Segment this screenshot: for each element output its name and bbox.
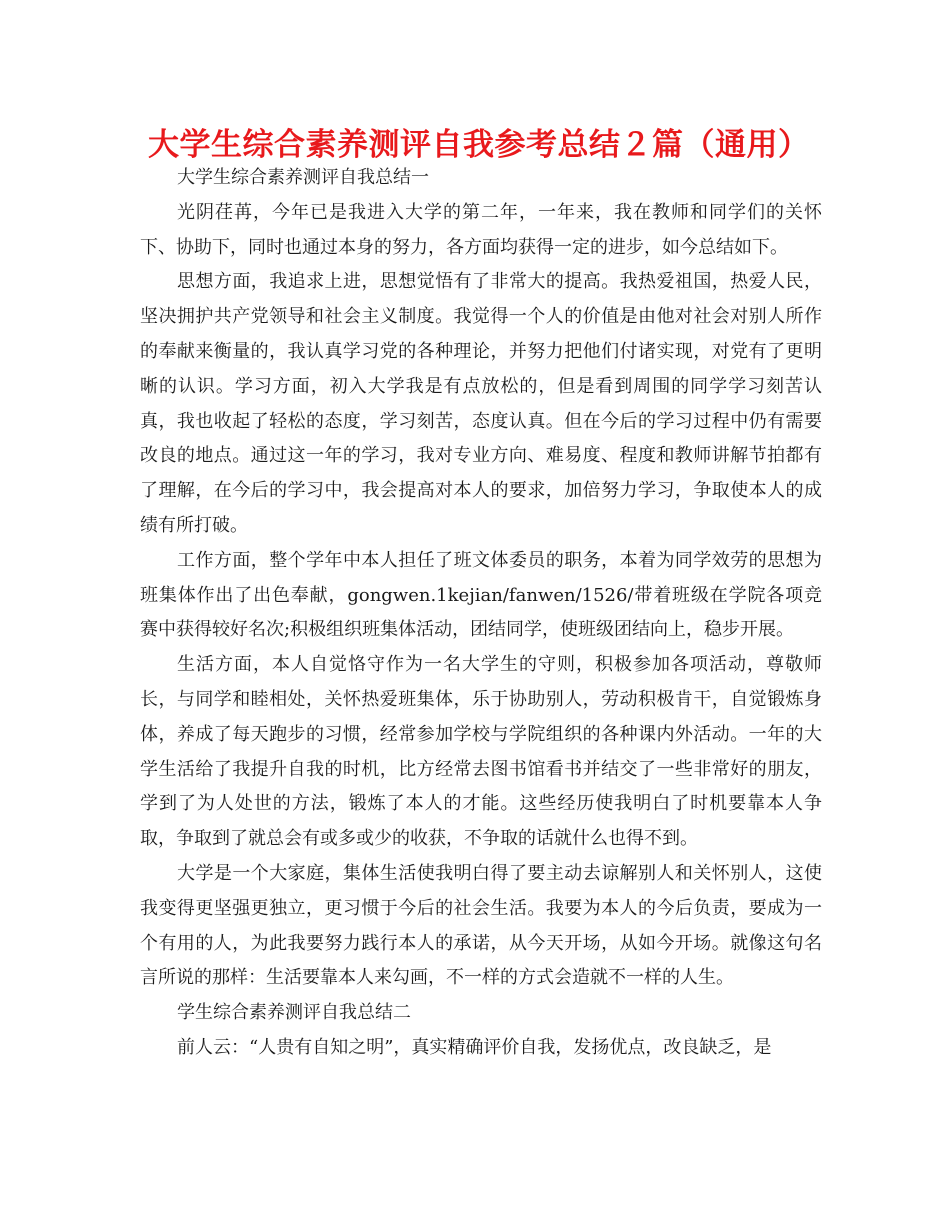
paragraph-thought-study: 思想方面，我追求上进，思想觉悟有了非常大的提高。我热爱祖国，热爱人民，坚决拥护共产党领导和社会主义制度。我觉得一个人的价值是由他对社会对别人所作的奉献来衡量的，我认真学习党的各种理论，并努力把他们付诸实现，对党有了更明晰的认识。学习方面，初入大学我是有点放松的，但是看到周围的同学学习刻苦认真，我也收起了轻松的态度，学习刻苦，态度认真。但在今后的学习过程中仍有需要改良的地点。通过这一年的学习，我对专业方向、难易度、程度和教师讲解节拍都有了理解，在今后的学习中，我会提高对本人的要求，加倍努力学习，争取使本人的成绩有所打破。 [140,271,822,536]
paragraph-family: 大学是一个大家庭，集体生活使我明白得了要主动去谅解别人和关怀别人，这使我变得更坚强更独立，更习惯于今后的社会生活。我要为本人的今后负责，要成为一个有用的人，为此我要努力践行本人的承诺，从今天开场，从如今开场。就像这句名言所说的那样：生活要靠本人来勾画，不一样的方式会造就不一样的人生。 [140,862,822,989]
document-body [140,161,822,1066]
document-title: 大学生综合素养测评自我参考总结２篇（通用） [148,127,810,163]
section-heading-1: 大学生综合素养测评自我总结一 [177,167,429,188]
paragraph-second-intro: 前人云：“人贵有自知之明”，真实精确评价自我，发扬优点，改良缺乏，是 [177,1036,772,1058]
paragraph-work: 工作方面，整个学年中本人担任了班文体委员的职务，本着为同学效劳的思想为班集体作出了出色奉献，gongwen.1kejian/fanwen/1526/带着班级在学院各项竞赛中获得较好名次;积极组织班集体活动，团结同学，使班级团结向上，稳步开展。 [140,549,822,641]
paragraph-life: 生活方面，本人自觉恪守作为一名大学生的守则，积极参加各项活动，尊敬师长，与同学和睦相处，关怀热爱班集体，乐于协助别人，劳动积极肯干，自觉锻炼身体，养成了每天跑步的习惯，经常参加学校与学院组织的各种课内外活动。一年的大学生活给了我提升自我的时机，比方经常去图书馆看书并结交了一些非常好的朋友，学到了为人处世的方法，锻炼了本人的才能。这些经历使我明白了时机要靠本人争取，争取到了就总会有或多或少的收获，不争取的话就什么也得不到。 [140,654,822,850]
paragraph-intro: 光阴荏苒，今年已是我进入大学的第二年，一年来，我在教师和同学们的关怀下、协助下，同时也通过本身的努力，各方面均获得一定的进步，如今总结如下。 [140,201,822,258]
section-heading-2: 学生综合素养测评自我总结二 [177,1002,411,1024]
